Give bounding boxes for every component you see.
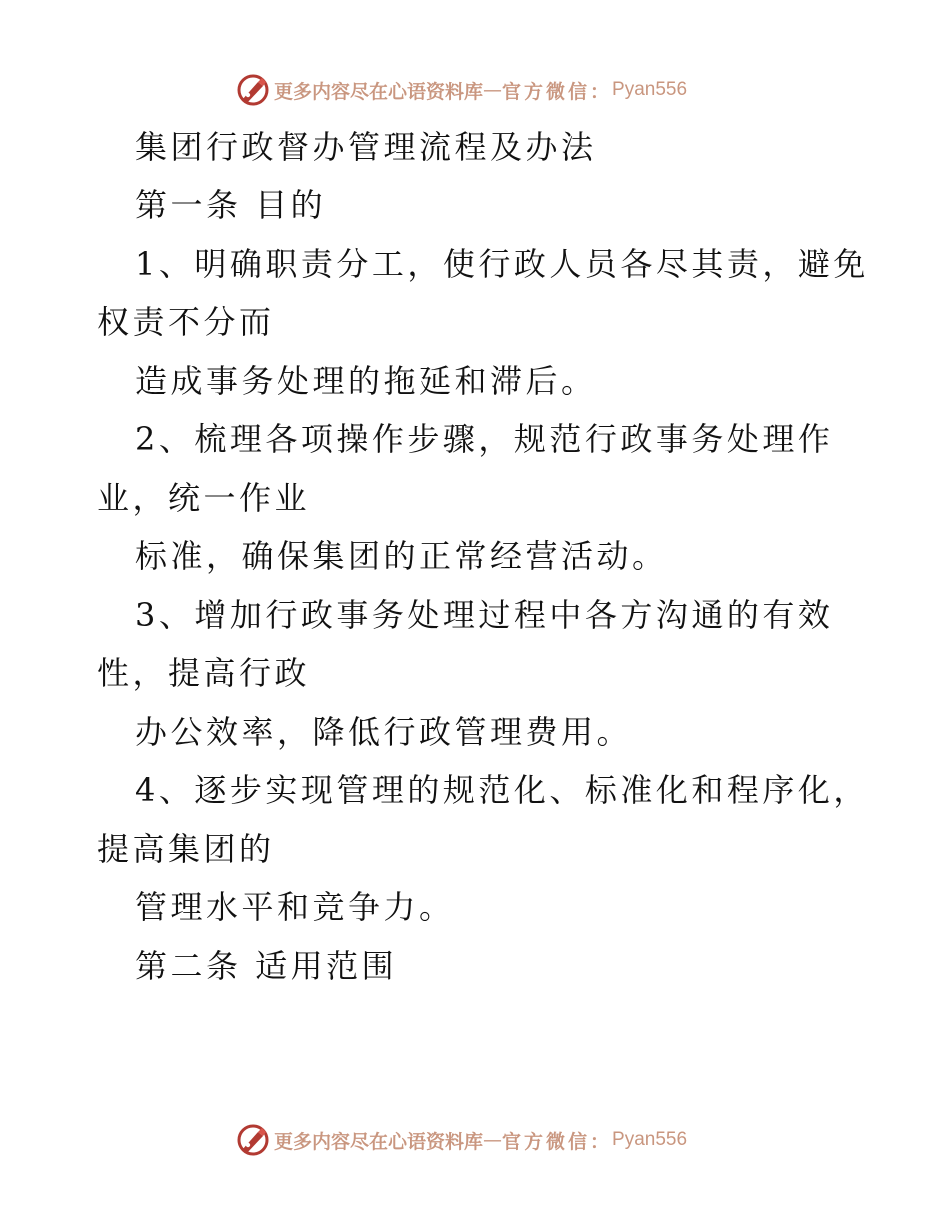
paragraph-line: 办公效率，降低行政管理费用。 xyxy=(135,713,633,751)
paragraph-line: 2、梳理各项操作步骤，规范行政事务处理作 xyxy=(135,420,834,458)
paragraph-line: 造成事务处理的拖延和滞后。 xyxy=(135,362,597,400)
watermark-text: 更多内容尽在心语资料库 xyxy=(274,80,484,103)
article-heading: 第一条 目的 xyxy=(135,186,327,224)
header-watermark xyxy=(236,72,687,108)
paragraph-line: 权责不分而 xyxy=(97,303,275,341)
paragraph-line: 1、明确职责分工，使行政人员各尽其责，避免 xyxy=(135,245,869,283)
paragraph-line: 标准，确保集团的正常经营活动。 xyxy=(135,537,668,575)
watermark-wechat-label: 官方微信： xyxy=(502,1130,613,1153)
watermark-dash: — xyxy=(483,1129,503,1151)
paragraph-line: 管理水平和竞争力。 xyxy=(135,888,455,926)
watermark-wechat-label: 官方微信： xyxy=(502,80,613,103)
watermark-wechat-id: Pyan556 xyxy=(612,1129,688,1150)
paragraph-line: 3、增加行政事务处理过程中各方沟通的有效 xyxy=(135,596,834,634)
footer-watermark xyxy=(236,1122,687,1158)
watermark-text: 更多内容尽在心语资料库 xyxy=(274,1130,484,1153)
watermark-wechat-id: Pyan556 xyxy=(612,79,688,100)
paragraph-line: 4、逐步实现管理的规范化、标准化和程序化， xyxy=(135,771,869,809)
document-title: 集团行政督办管理流程及办法 xyxy=(135,128,597,166)
article-heading: 第二条 适用范围 xyxy=(135,947,398,985)
paragraph-line: 性，提高行政 xyxy=(97,654,311,692)
paragraph-line: 业，统一作业 xyxy=(97,479,311,517)
watermark-dash: — xyxy=(483,79,503,101)
pen-logo-icon xyxy=(236,1123,270,1157)
pen-logo-icon xyxy=(236,73,270,107)
paragraph-line: 提高集团的 xyxy=(97,830,275,868)
